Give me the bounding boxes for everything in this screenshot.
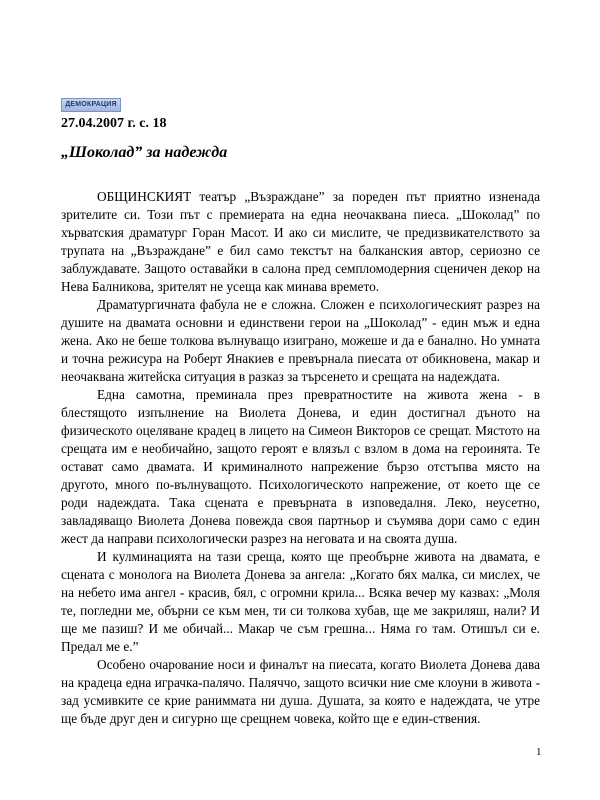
date-reference: 27.04.2007 г. с. 18 (61, 116, 167, 131)
article-paragraph: Една самотна, преминала през превратностите на живота жена - в блестящото изпълнение на Виолета Донева, и един достигнал дъното на физическото оцеляване крадец в лицето на Симеон Викторов се срещат. Мястото на срещата им е необичайно, защото героят е влязъл с взлом в дома на героинята. Те остават само двамата. И криминалното напрежение бързо отстъпва място на другото, много по-вълнуващото. Психологическото напрежение, от което ще се роди надеждата. Така сцената е превърната в изповедалня. Леко, неусетно, завладяващо Виолета Донева повежда своя партньор и съумява дори само с един жест да направи психологически разрез на неговата и на своята душа. (61, 387, 540, 546)
article-paragraph: Особено очарование носи и финалът на пиесата, когато Виолета Донева дава на крадеца една играчка-палячо. Паляччо, защото всички ние сме клоуни в живота - зад усмивките се крие раниммата ни душа. Душата, за която е надеждата, че утре ще бъде друг ден и сигурно ще срещнем човека, който ще е един-ствения. (61, 657, 540, 726)
page-number: 1 (536, 746, 542, 758)
article-body (61, 188, 540, 728)
article-paragraph: И кулминацията на тази среща, която ще преобърне живота на двамата, е сцената с монолога на Виолета Донева за ангела: „Когато бях малка, си мислех, че на небето има ангел - красив, бял, с огромни крила... Всяка вечер му казвах: „Моля те, погледни ме, обърни се към мен, ти си толкова хубав, ще ме закриляш, нали? И ще ме пазиш? И ме обичай... Макар че съм грешна... Няма го там. Отишъл си е. Предал ме е.” (61, 549, 540, 654)
publication-logo: ДЕМОКРАЦИЯ (61, 98, 121, 112)
article-title: „Шоколад” за надежда (61, 144, 228, 161)
article-paragraph: Драматургичната фабула не е сложна. Сложен е психологическият разрез на душите на двамата основни и единствени герои на „Шоколад” - един мъж и една жена. Ако не беше толкова вълнуващо изиграно, можеше и да е банално. Но умната и точна режисура на Роберт Янакиев е превърнала пиесата от обикновена, макар и неочаквана житейска ситуация в разказ за търсенето и срещата на надеждата. (61, 297, 540, 384)
article-paragraph: ОБЩИНСКИЯТ театър „Възраждане” за пореден път приятно изненада зрителите си. Този път с премиерата на една неочаквана пиеса. „Шоколад” по хърватския драматург Горан Масот. И ако си мислите, че предизвикателството за трупата на „Възраждане” е бил само текстът на балканския автор, сериозно се заблуждавате. Защото оставайки в салона пред семпломодерния сценичен декор на Нева Балникова, зрителят не усеща как минава времето. (61, 189, 540, 294)
